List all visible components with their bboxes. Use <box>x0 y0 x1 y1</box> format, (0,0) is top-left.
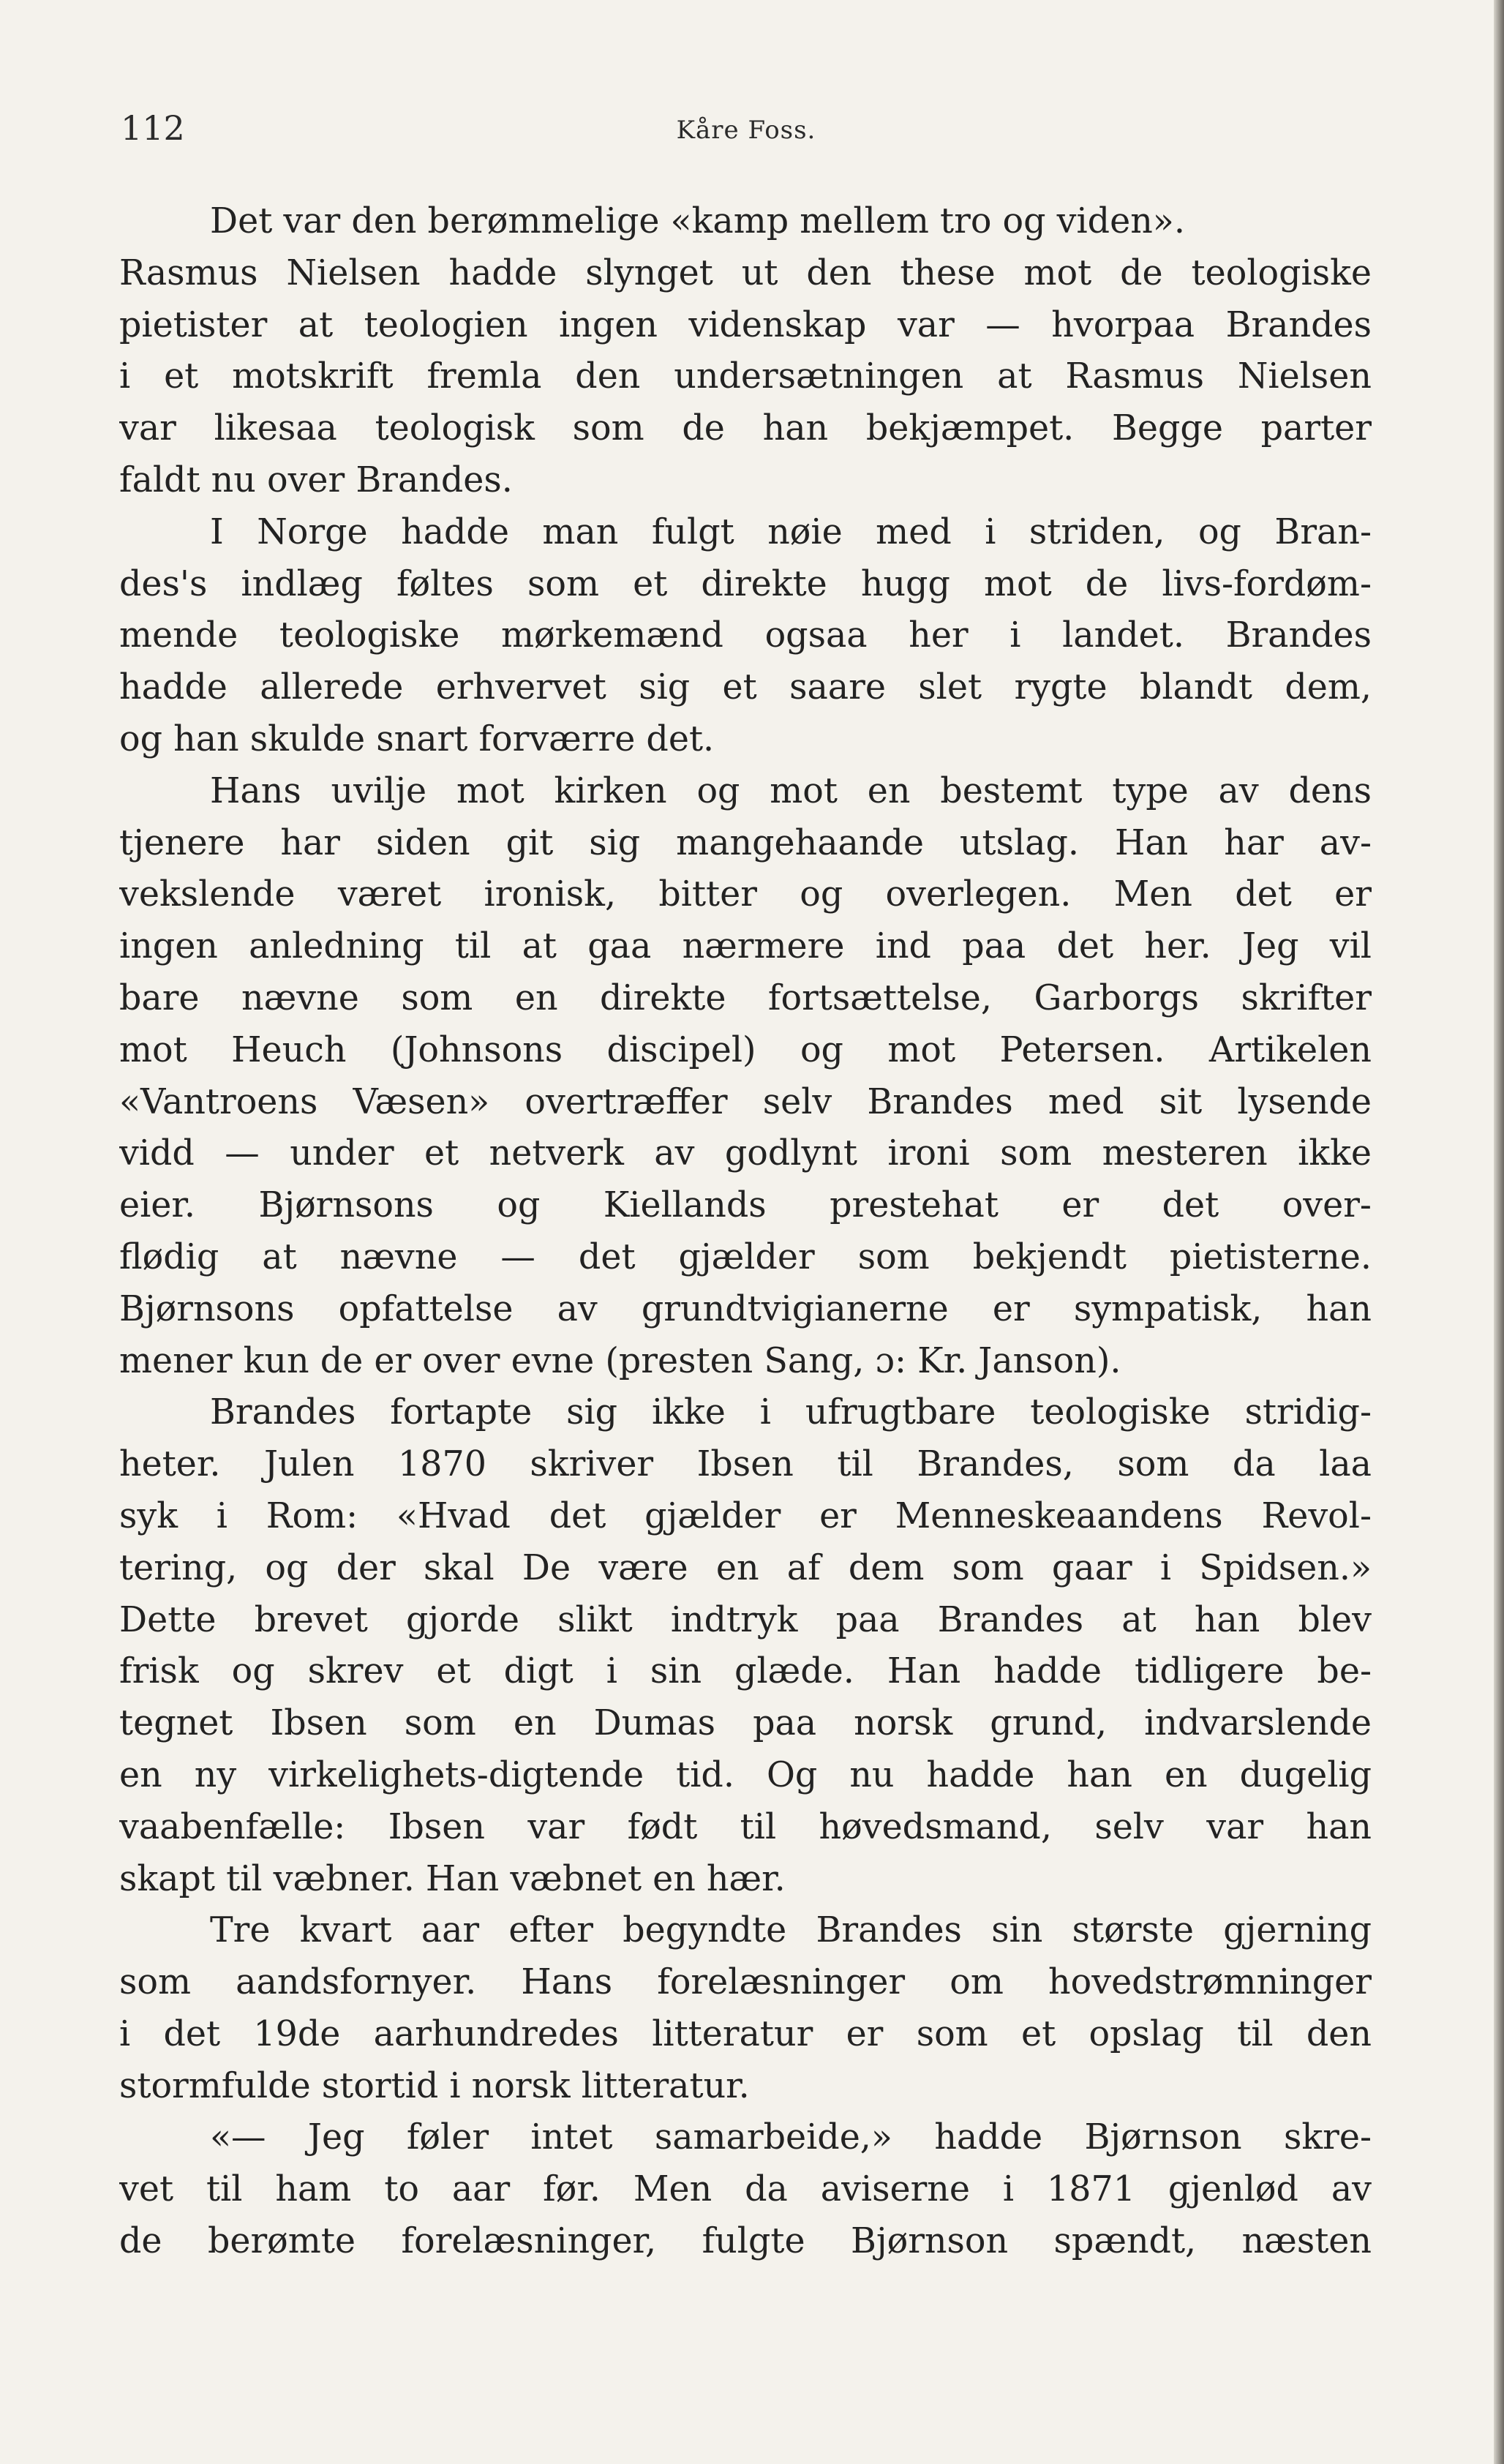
body-text <box>119 196 1372 2268</box>
text-line: i et motskrift fremla den undersætningen at Rasmus Nielsen <box>119 356 1372 397</box>
text-line: mener kun de er over evne (presten Sang, ɔ: Kr. Janson). <box>119 1340 1121 1381</box>
running-head <box>121 108 1372 159</box>
text-line: mot Heuch (Johnsons discipel) og mot Petersen. Artikelen <box>119 1029 1372 1070</box>
text-line: i det 19de aarhundredes litteratur er som et opslag til den <box>119 2013 1372 2054</box>
text-line: stormfulde stortid i norsk litteratur. <box>119 2065 750 2106</box>
running-title: Kåre Foss. <box>676 116 816 145</box>
text-line: vidd — under et netverk av godlynt ironi som mesteren ikke <box>119 1133 1372 1174</box>
text-line: eier. Bjørnsons og Kiellands prestehat er det over- <box>119 1185 1372 1226</box>
text-line: tering, og der skal De være en af dem som gaar i Spidsen.» <box>119 1547 1372 1588</box>
text-line: vaabenfælle: Ibsen var født til høvedsmand, selv var han <box>119 1806 1372 1847</box>
text-line: de berømte forelæsninger, fulgte Bjørnson spændt, næsten <box>119 2221 1372 2262</box>
text-line: vet til ham to aar før. Men da aviserne i 1871 gjenlød av <box>119 2169 1372 2210</box>
text-line: Brandes fortapte sig ikke i ufrugtbare teologiske stridig- <box>210 1392 1372 1433</box>
text-line: «Vantroens Væsen» overtræffer selv Brandes med sit lysende <box>119 1081 1372 1122</box>
text-line: I Norge hadde man fulgt nøie med i striden, og Bran- <box>210 511 1372 552</box>
text-line: «— Jeg føler intet samarbeide,» hadde Bjørnson skre- <box>210 2117 1372 2158</box>
text-line: en ny virkelighets-digtende tid. Og nu hadde han en dugelig <box>119 1754 1372 1795</box>
text-line: tjenere har siden git sig mangehaande utslag. Han har av- <box>119 822 1372 863</box>
text-line: bare nævne som en direkte fortsættelse, Garborgs skrifter <box>119 977 1372 1018</box>
text-line: Det var den berømmelige «kamp mellem tro og viden». <box>210 201 1185 241</box>
text-line: des's indlæg føltes som et direkte hugg mot de livs-fordøm- <box>119 563 1372 604</box>
text-line: skapt til væbner. Han væbnet en hær. <box>119 1858 786 1899</box>
text-line: var likesaa teologisk som de han bekjæmpet. Begge parter <box>119 408 1372 449</box>
text-line: Tre kvart aar efter begyndte Brandes sin største gjerning <box>210 1910 1372 1951</box>
text-line: tegnet Ibsen som en Dumas paa norsk grund, indvarslende <box>119 1703 1372 1744</box>
text-line: ingen anledning til at gaa nærmere ind paa det her. Jeg vil <box>119 926 1372 967</box>
text-line: Rasmus Nielsen hadde slynget ut den these mot de teologiske <box>119 252 1372 293</box>
text-line: og han skulde snart forværre det. <box>119 718 715 759</box>
text-line: frisk og skrev et digt i sin glæde. Han hadde tidligere be- <box>119 1651 1372 1692</box>
text-line: vekslende været ironisk, bitter og overlegen. Men det er <box>119 874 1372 915</box>
page-number: 112 <box>121 108 185 148</box>
text-line: Bjørnsons opfattelse av grundtvigianerne er sympatisk, han <box>119 1288 1372 1329</box>
text-line: syk i Rom: «Hvad det gjælder er Menneskeaandens Revol- <box>119 1495 1372 1536</box>
page-edge-shadow <box>1494 0 1504 2464</box>
text-line: hadde allerede erhvervet sig et saare slet rygte blandt dem, <box>119 667 1372 708</box>
text-line: Dette brevet gjorde slikt indtryk paa Brandes at han blev <box>119 1599 1372 1640</box>
text-line: flødig at nævne — det gjælder som bekjendt pietisterne. <box>119 1236 1372 1277</box>
text-line: pietister at teologien ingen videnskap var — hvorpaa Brandes <box>119 304 1372 345</box>
text-line: mende teologiske mørkemænd ogsaa her i landet. Brandes <box>119 615 1372 656</box>
text-line: faldt nu over Brandes. <box>119 459 513 500</box>
text-line: Hans uvilje mot kirken og mot en bestemt type av dens <box>210 770 1372 811</box>
text-line: heter. Julen 1870 skriver Ibsen til Brandes, som da laa <box>119 1444 1372 1485</box>
text-line: som aandsfornyer. Hans forelæsninger om hovedstrømninger <box>119 1962 1372 2003</box>
